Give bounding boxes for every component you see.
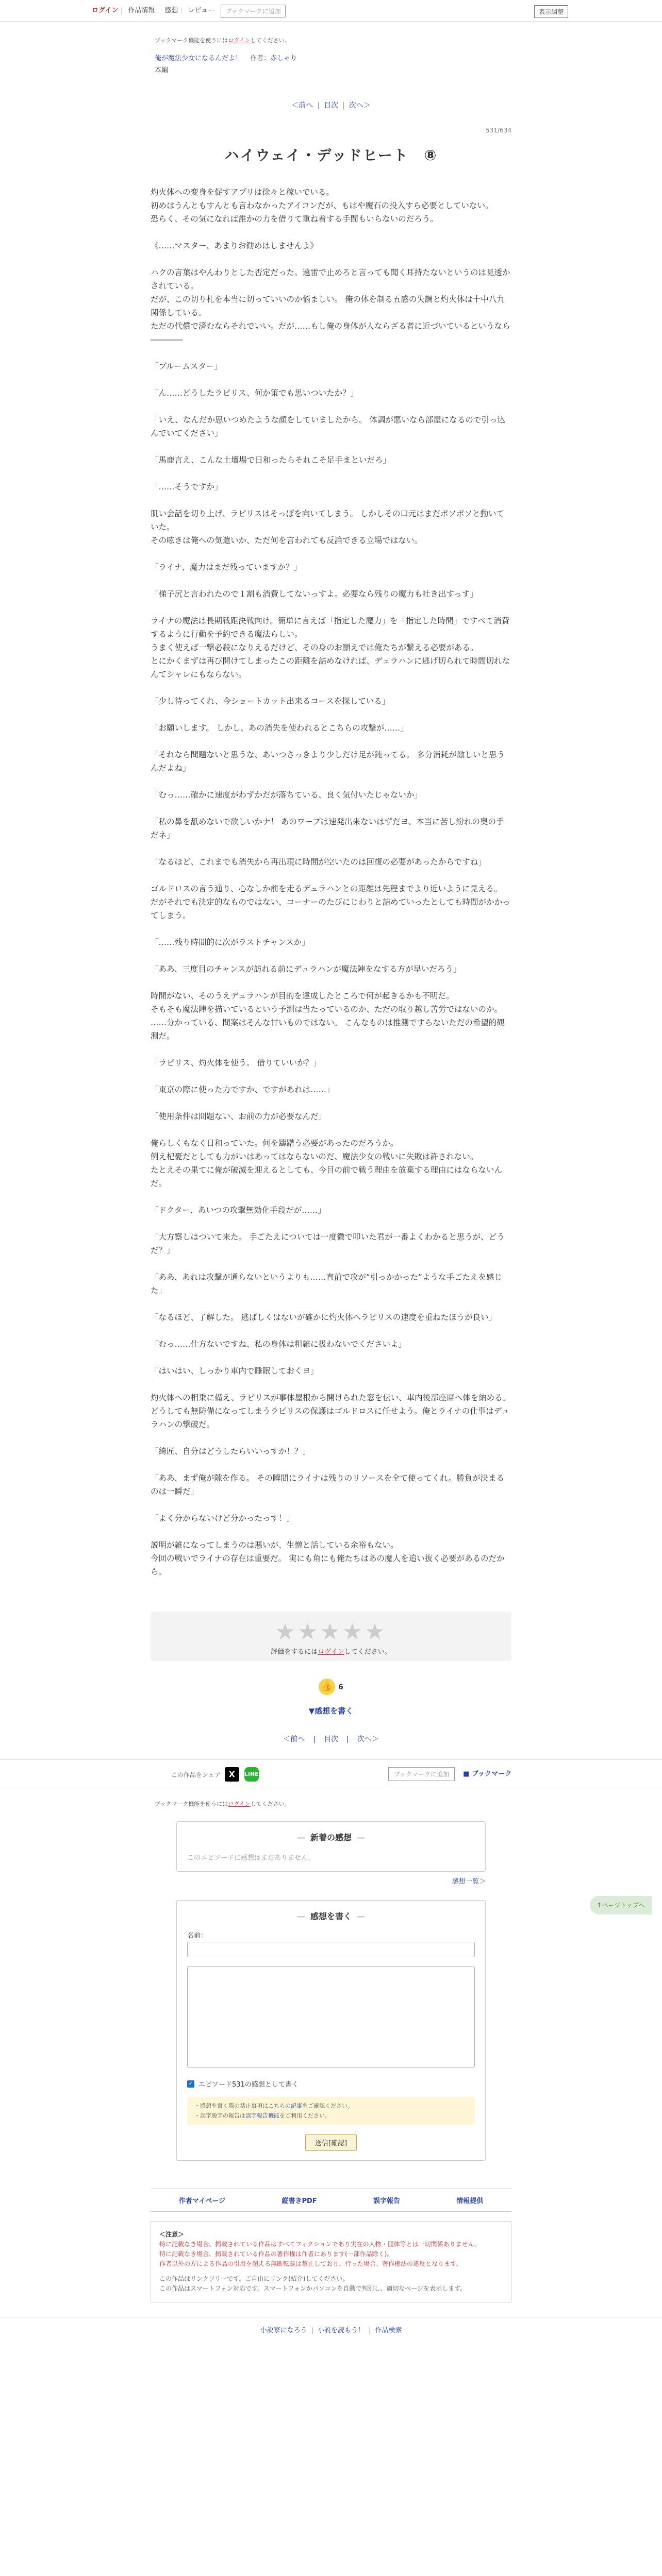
yomou-link[interactable]: 小説を読もう！ [317,2327,365,2334]
novel-paragraph: だがそれでも決定的なものではない、コーナーのたびにじわりと詰めていったとしても時間がかかってしまう。 [151,897,510,920]
novel-paragraph [151,1498,511,1512]
like-area [151,1679,511,1695]
novel-paragraph [151,252,511,266]
novel-paragraph: 「ライナ、魔力はまだ残っていますか？」 [151,563,302,572]
novel-paragraph: 《……マスター、あまりお勧めはしませんよ》 [151,241,318,250]
novel-paragraph: 「それなら問題ないと思うな、あいつさっきより少しだけ足が鈍ってる。 多分消耗が激しいと思うんだよね」 [151,750,505,773]
next-episode-link-bottom[interactable]: 次へ＞ [357,1735,379,1743]
novel-paragraph: 「なるほど、これまでも消失から再出現に時間が空いたのは回復の必要があったからですね」 [151,857,486,867]
novel-paragraph: 「ああ、まず俺が隙を作る。 その瞬間にライナは残りのリソースを全て使ってくれ。勝負が決まるのは一瞬だ」 [151,1473,505,1496]
toc-link[interactable]: 目次 [324,101,338,110]
novel-paragraph [151,373,511,386]
novel-paragraph: 「……そうですか」 [151,482,223,492]
add-bookmark-button[interactable]: ブックマークに追加 [221,5,285,18]
top-navigation-bar [0,0,662,22]
star-icon[interactable]: ★ [342,1619,365,1645]
novel-paragraph [151,346,511,360]
syosetu-link[interactable]: 小説家になろう [260,2327,307,2334]
novel-paragraph [151,467,511,480]
submit-review-button[interactable]: 送信[確認] [305,2134,357,2151]
prev-episode-link[interactable]: ＜前へ [291,101,313,110]
novel-paragraph: 説明が雑になってしまうのは悪いが、生憎と話している余裕もない。 [151,1540,399,1550]
novel-paragraph [151,601,511,614]
novel-paragraph: 「ん……どうしたラピリス、何か策でも思いついたか？」 [151,388,359,398]
toc-link-bottom[interactable]: 目次 [324,1735,338,1743]
caution-box: ＜注意＞ 特に記載なき場合、掲載されている作品はすべてフィクションであり実在の人物・団体等とは一切関係ありません。 特に記載なき場合、掲載されている作品の著作権は作者にあります(一部作品除く)。 作者以外の方による作品の引用を超える無断転載は禁止しており、行った場合、著作権法の違反となります。 この作品はリンクフリーです。ご自由にリンク(紹介)してください。 この作品はスマートフォン対応です。スマートフォンかパソコンを自動で判別し、適切なページを表示します。 [151,2221,511,2302]
star-icon[interactable]: ★ [297,1619,320,1645]
novel-paragraph [151,1190,511,1204]
novel-paragraph: ゴルドロスの言う通り、心なしか前を走るデュラハンとの距離は先程までより近いように見える。 [151,884,502,893]
name-input[interactable] [187,1942,475,1957]
vertical-pdf-link[interactable]: 縦書きPDF [282,2197,317,2205]
novel-paragraph: 時間がない、そのうえデュラハンが目的を達成したところで何が起きるかも不明だ。 [151,991,454,1001]
episode-title: ハイウェイ・デッドヒート ⑧ [224,147,438,164]
nav-impressions[interactable]: 感想 [161,7,181,14]
novel-paragraph [151,400,511,413]
novel-paragraph: 「よく分からないけど分かったっす！」 [151,1514,295,1523]
novel-paragraph [151,1431,511,1445]
novel-paragraph [151,226,511,239]
add-bookmark-button-bottom[interactable]: ブックマークに追加 [388,1767,455,1781]
prev-episode-link-bottom[interactable]: ＜前へ [283,1735,305,1743]
novel-paragraph [151,708,511,721]
line-share-icon[interactable]: LINE [244,1767,259,1782]
novel-paragraph [151,1378,511,1391]
series-info [155,53,662,74]
novel-paragraph [151,440,511,453]
novel-paragraph [151,1324,511,1337]
novel-paragraph: 「いえ、なんだか思いつめたような顔をしていましたから。 体調が悪いなら部屋になるので引っ込んでいてください」 [151,415,505,438]
login-link[interactable]: ログイン [89,7,122,14]
novel-paragraph: 「東京の際に使った力ですか、ですがあれは……」 [151,1085,335,1094]
novel-paragraph: 「梯子尻と言われたので１割も消費してないっすよ。必要なら残りの魔力も吐き出すっす」 [151,589,478,599]
page-top-button[interactable]: ↑ページトップへ [590,1896,652,1914]
star-icon[interactable]: ★ [365,1619,387,1645]
novel-paragraph [151,547,511,561]
write-review-link[interactable]: ▼感想を書く [308,1706,354,1716]
novel-paragraph [151,1070,511,1083]
new-reviews-box [176,1821,486,1872]
episode-review-checkbox[interactable]: ✓ エピソード531の感想として書く [187,2079,475,2089]
novel-paragraph: そもそも魔法陣を描いているという予測は当たっているのか、ただの取り越し苦労ではないのか。 [151,1005,503,1014]
next-episode-link[interactable]: 次へ＞ [349,101,371,110]
episode-number: 531/634 [486,127,511,134]
star-icon[interactable]: ★ [320,1619,342,1645]
novel-paragraph: 「ブルームスター」 [151,362,222,371]
thumbs-up-icon[interactable]: 👍 [319,1679,335,1695]
novel-paragraph: 「私の鼻を舐めないで欲しいかナ！ あのワープは速発出来ないはずだヨ、本当に苦し紛れの奥の手だネ」 [151,817,504,840]
review-warning: ・感想を書く際の禁止事項はこちらの記事をご確認ください。 ・誤字脱字の報告は誤字報告機能をご利用ください。 [187,2097,475,2125]
nav-work-info[interactable]: 作品情報 [125,7,158,14]
novel-paragraph [151,976,511,989]
novel-paragraph: 灼火体への変身を促すアプリは徐々と稼いでいる。 [151,188,334,197]
novel-paragraph: だが、この切り札を本当に切っていいのか悩ましい。 俺の体を制る五感の失調と灼火体は十中八九関係している。 [151,295,505,317]
novel-paragraph [151,1096,511,1110]
write-review-title: — 感想を書く — [187,1910,475,1922]
series-title-link[interactable]: 俺が魔法少女になるんだよ！ [155,55,242,62]
work-search-link[interactable]: 作品検索 [375,2327,402,2334]
novel-paragraph [151,802,511,815]
novel-paragraph: 例え杞憂だとしても力がいはあってはならないのだ、魔法少女の戦いに失敗は許されない。 [151,1152,478,1161]
author-link[interactable]: 赤しゃり [270,55,297,62]
typo-report-footer-link[interactable]: 誤字報告 [373,2197,400,2205]
novel-paragraph: 「使用条件は問題ない、お前の力が必要なんだ」 [151,1112,327,1121]
episode-pager-bottom: ＜前へ | 目次 | 次へ＞ [283,1735,379,1743]
info-provide-link[interactable]: 情報提供 [456,2197,484,2205]
novel-paragraph: 初めはうんともすんとも言わなかったアイコンだが、もはや魔石の投入すら必要としていない。 [151,201,493,210]
author-info: 作者：赤しゃり [250,55,297,62]
novel-paragraph: 「馬鹿言え、こんな土壇場で日和ったらそれこそ足手まといだろ」 [151,455,391,465]
share-label: この作品をシェア [171,1771,221,1778]
novel-paragraph: 「なるほど、了解した。 逃ばしくはないが確かに灼火体へラピリスの速度を重ねたほうが良い」 [151,1313,497,1322]
novel-paragraph [151,1043,511,1056]
rating-stars[interactable] [151,1619,511,1645]
novel-body [151,185,511,1579]
novel-paragraph [151,1217,511,1230]
bookmark-login-link[interactable]: ログイン [228,37,251,44]
write-review-form [176,1900,486,2161]
novel-paragraph [151,494,511,507]
novel-paragraph: ライナの魔法は長期戦距決戦向け。簡単に言えば「指定した魔力」を「指定した時間」ですべて消費するように行動を予約できる魔法らしい。 [151,616,510,639]
nav-reviews[interactable]: レビュー [188,7,215,14]
like-count: 6 [338,1683,343,1691]
novel-paragraph: ……分かっている、問案はそんな甘いものではない。 こんなものは推測ですらないただの希望的観測だ。 [151,1018,505,1041]
novel-paragraph [151,681,511,694]
no-reviews-text: このエピソードに感想はまだありません。 [187,1854,315,1862]
novel-paragraph [151,922,511,936]
novel-paragraph: 「ドクター、あいつの攻撃無効化手段だが……」 [151,1206,326,1215]
bottom-links: 小説家になろう | 小説を読もう！ | 作品検索 [0,2317,662,2342]
review-list-link[interactable]: 感想一覧＞ [452,1878,486,1886]
prohibited-items-link[interactable]: こちらの記事 [268,2103,302,2109]
name-label: 名前： [187,1932,208,1940]
rating-notice: 評価をするにはログインしてください。 [271,1648,391,1656]
review-textarea[interactable] [187,1967,475,2067]
novel-paragraph: 俺らしくもなく日和っていた。何を躊躇う必要があったのだろうか。 [151,1139,399,1148]
novel-paragraph: 「大方察しはついて来た。 手ごたえについては一度微で叩いた君が一番よくわかると思うが、どうだ？」 [151,1232,505,1255]
bookmark-login-link-bottom[interactable]: ログイン [228,1801,251,1807]
typo-report-link[interactable]: 誤字報告機能 [245,2112,279,2119]
novel-paragraph: 肌い会話を切り上げ、ラピリスはそっぽを向いてしまう。 しかしその口元はまだポソポソと動いていた。 [151,509,505,532]
novel-paragraph: たとえその果てに俺が破滅を迎えるとしても、今目の前で戦う理由を放棄する理由にはならないんだ。 [151,1165,503,1188]
episode-pager-top: ＜前へ | 目次 | 次へ＞ [291,101,371,110]
novel-paragraph [151,869,511,882]
novel-paragraph: 「少し待ってくれ、今ショートカット出来るコースを探している」 [151,697,390,706]
novel-paragraph: うまく使えば一撃必殺になりえるだけど、その身のお願えでは俺たちが繋える必要がある。 [151,643,478,652]
star-icon[interactable]: ★ [275,1619,297,1645]
novel-paragraph: 「むっ……仕方ないですね、私の身体は粗雑に扱わないでくださいよ」 [151,1340,407,1349]
bookmark-link[interactable]: ■ ブックマーク [463,1770,511,1778]
author-mypage-link[interactable]: 作者マイページ [178,2197,226,2205]
novel-paragraph [151,1123,511,1137]
rating-box [151,1612,511,1661]
novel-paragraph: 灼火体への相乗に備え、ラピリスが事体屋根から開けられた窓を伝い、車内後部座席へ体を納める。 [151,1393,511,1402]
novel-paragraph: その呟きは俺への気遣いか、ただ何を言われても反論できる立場ではない。 [151,536,423,545]
chapter-kind: 本編 [155,66,169,74]
footer-nav [151,2189,511,2212]
bookmark-notice: ブックマーク機能を使うにはログインしてください。 [155,37,290,44]
novel-paragraph: 「お願いします。 しかし、あの消失を使われるとこちらの攻撃が……」 [151,723,408,733]
novel-paragraph: 「……残り時間的に次がラストチャンスか」 [151,938,310,947]
novel-paragraph [151,1297,511,1311]
novel-paragraph: ただの代償で済むならそれでいい。だが……もし俺の身体が人ならざる者に近づいているというなら―――― [151,321,510,344]
novel-paragraph [151,574,511,587]
novel-paragraph [151,735,511,748]
novel-paragraph [151,1351,511,1364]
novel-paragraph [151,842,511,855]
novel-paragraph: 「ああ、あれは攻撃が通らないというよりも……直前で攻が“引っかかった”ような手ごたえを感じた」 [151,1273,502,1295]
novel-paragraph [151,775,511,788]
novel-paragraph: 「むっ……確かに速度がわずかだが落ちている、良く気付いたじゃないか」 [151,790,422,800]
checkbox-icon[interactable]: ✓ [187,2080,194,2088]
novel-paragraph [151,1458,511,1471]
novel-paragraph: どうしても無防備になってしまうラピリスの保護はゴルドロスに任せよう。俺とライナの仕事はデュラハンの撃破だ。 [151,1406,510,1429]
novel-paragraph: 今回の戦いでライナの存在は重要だ。 実にも角にも俺たちはあの魔人を追い抜く必要があるのだから。 [151,1554,505,1577]
novel-paragraph: 「綺匠、自分はどうしたらいいっすか！？」 [151,1447,311,1456]
display-settings-button[interactable]: 表示調整 [534,5,568,18]
novel-paragraph [151,1257,511,1270]
share-bar [0,1759,662,1788]
novel-paragraph: 「ああ、三度目のチャンスが訪れる前にデュラハンが魔法陣をなする方が早いだろう」 [151,964,461,974]
novel-paragraph: 「ラピリス、灼火体を使う。 借りていいか？」 [151,1058,321,1067]
x-share-icon[interactable]: X [225,1767,239,1782]
novel-paragraph: とにかくまずは再び開けてしまったこの距離を詰めなければ、デュラハンに逃げ切られて時間切れなんてシャレにもならない。 [151,656,510,679]
new-reviews-title: — 新着の感想 — [187,1831,475,1843]
novel-paragraph: 恐らく、その気になれば誰かの力を借りて重ね着する手間もいらないのだろう。 [151,214,438,224]
rating-login-link[interactable]: ログイン [318,1648,344,1656]
novel-paragraph [151,1525,511,1538]
bookmark-notice-bottom: ブックマーク機能を使うにはログインしてください。 [155,1801,290,1807]
novel-paragraph: ハクの言葉はやんわりとした否定だった。遠雷で止めろと言っても聞く耳持たないというのは見透かされている。 [151,268,510,291]
novel-paragraph [151,949,511,962]
novel-paragraph: 「はいはい、しっかり車内で睡眠しておくヨ」 [151,1366,319,1376]
header-nav [89,5,286,18]
